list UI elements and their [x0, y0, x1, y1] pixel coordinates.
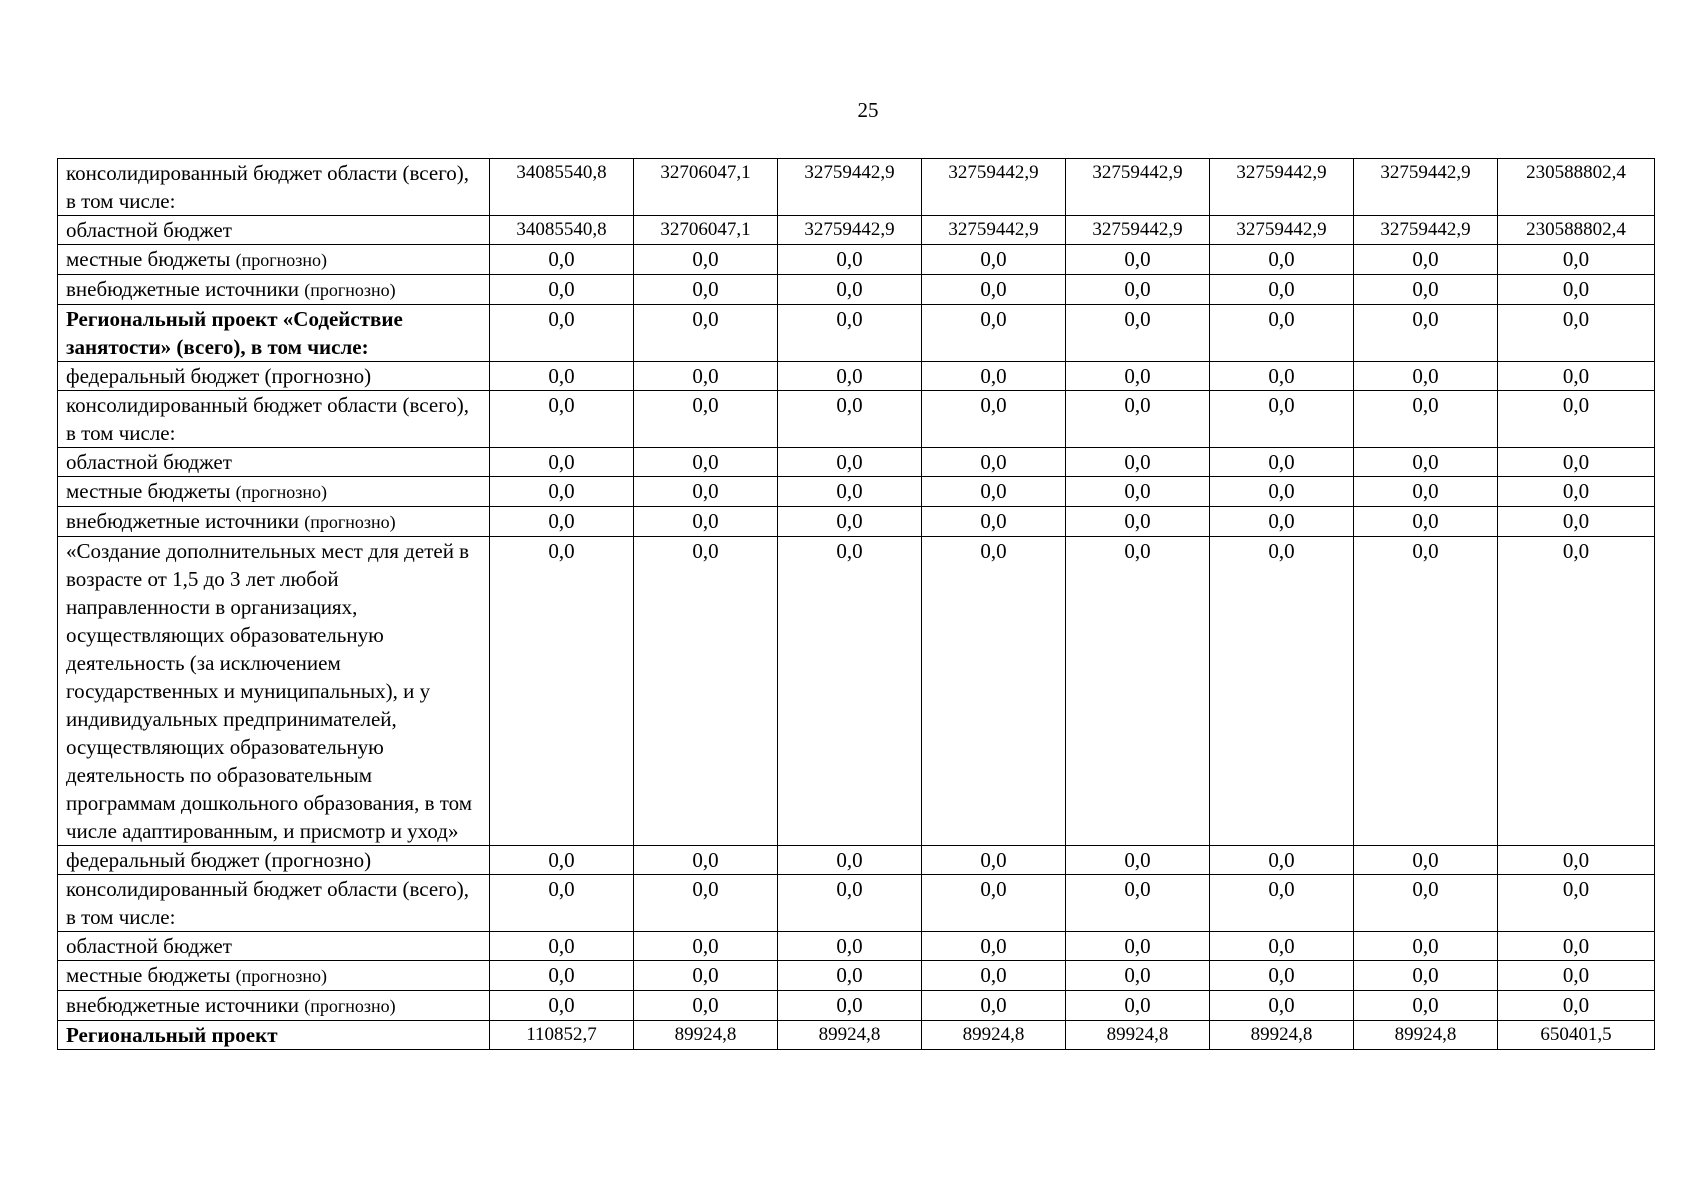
table-row — [58, 448, 1655, 477]
table-row — [58, 362, 1655, 391]
value-cell: 0,0 — [1066, 275, 1210, 305]
row-label — [58, 391, 490, 448]
value-cell: 0,0 — [778, 961, 922, 991]
table-row — [58, 305, 1655, 362]
value-cell: 0,0 — [922, 362, 1066, 391]
value-cell: 89924,8 — [1354, 1021, 1498, 1050]
row-label — [58, 362, 490, 391]
value-cell: 0,0 — [1210, 245, 1354, 275]
value-cell: 0,0 — [778, 245, 922, 275]
value-cell: 32759442,9 — [1354, 216, 1498, 245]
table-row — [58, 875, 1655, 932]
row-label — [58, 961, 490, 991]
table-row — [58, 391, 1655, 448]
value-cell: 0,0 — [1498, 448, 1655, 477]
value-cell: 0,0 — [778, 391, 922, 448]
value-cell: 0,0 — [1210, 448, 1354, 477]
value-cell: 0,0 — [634, 477, 778, 507]
row-label — [58, 448, 490, 477]
value-cell: 32759442,9 — [1354, 159, 1498, 216]
row-label-note: (прогнозно) — [304, 280, 396, 300]
value-cell: 0,0 — [922, 507, 1066, 537]
row-label-text: федеральный бюджет (прогнозно) — [66, 364, 372, 388]
value-cell: 0,0 — [1066, 875, 1210, 932]
value-cell: 89924,8 — [922, 1021, 1066, 1050]
value-cell: 32759442,9 — [922, 159, 1066, 216]
row-label-text: внебюджетные источники — [66, 993, 300, 1017]
value-cell: 0,0 — [634, 305, 778, 362]
row-label — [58, 159, 490, 216]
value-cell: 0,0 — [778, 305, 922, 362]
table-row — [58, 991, 1655, 1021]
value-cell: 0,0 — [1354, 991, 1498, 1021]
row-label — [58, 846, 490, 875]
value-cell: 0,0 — [778, 932, 922, 961]
value-cell: 0,0 — [922, 477, 1066, 507]
value-cell: 0,0 — [1066, 537, 1210, 846]
value-cell: 0,0 — [490, 991, 634, 1021]
value-cell: 0,0 — [490, 391, 634, 448]
table-row — [58, 537, 1655, 846]
value-cell: 0,0 — [1066, 846, 1210, 875]
table-row — [58, 477, 1655, 507]
table-row — [58, 159, 1655, 216]
value-cell: 0,0 — [1210, 932, 1354, 961]
value-cell: 89924,8 — [778, 1021, 922, 1050]
value-cell: 0,0 — [778, 477, 922, 507]
value-cell: 0,0 — [1498, 961, 1655, 991]
value-cell: 0,0 — [1354, 875, 1498, 932]
value-cell: 0,0 — [490, 305, 634, 362]
value-cell: 0,0 — [1210, 391, 1354, 448]
value-cell: 32759442,9 — [1210, 159, 1354, 216]
row-label-text: внебюджетные источники — [66, 277, 300, 301]
table-row — [58, 275, 1655, 305]
value-cell: 0,0 — [922, 537, 1066, 846]
table-row — [58, 507, 1655, 537]
value-cell: 89924,8 — [634, 1021, 778, 1050]
value-cell: 0,0 — [490, 507, 634, 537]
value-cell: 0,0 — [1498, 507, 1655, 537]
value-cell: 0,0 — [490, 875, 634, 932]
value-cell: 0,0 — [1210, 537, 1354, 846]
value-cell: 0,0 — [1210, 991, 1354, 1021]
value-cell: 0,0 — [490, 537, 634, 846]
row-label-text: областной бюджет — [66, 934, 232, 958]
row-label — [58, 305, 490, 362]
value-cell: 0,0 — [634, 846, 778, 875]
value-cell: 0,0 — [1498, 477, 1655, 507]
value-cell: 0,0 — [778, 362, 922, 391]
value-cell: 0,0 — [634, 991, 778, 1021]
value-cell: 0,0 — [490, 961, 634, 991]
value-cell: 0,0 — [1354, 391, 1498, 448]
value-cell: 0,0 — [1354, 448, 1498, 477]
row-label — [58, 537, 490, 846]
value-cell: 110852,7 — [490, 1021, 634, 1050]
row-label-text: областной бюджет — [66, 450, 232, 474]
row-label-note: (прогнозно) — [304, 996, 396, 1016]
row-label-text: Региональный проект «Содействие занятости» (всего), в том числе: — [66, 307, 403, 359]
row-label-text: «Создание дополнительных мест для детей в возрасте от 1,5 до 3 лет любой направленности в организациях, осуществляющих образовательную деятельность (за исключением государственных и муниципальных), и у индивидуальных предпринимателей, осуществляющих образовательную деятельность по образовательным программам дошкольного образования, в том числе адаптированным, и присмотр и уход» — [66, 539, 473, 843]
value-cell: 0,0 — [778, 448, 922, 477]
value-cell: 0,0 — [922, 991, 1066, 1021]
value-cell: 0,0 — [490, 275, 634, 305]
value-cell: 0,0 — [1354, 961, 1498, 991]
value-cell: 0,0 — [634, 961, 778, 991]
row-label-text: консолидированный бюджет области (всего), в том числе: — [66, 393, 470, 445]
value-cell: 0,0 — [634, 275, 778, 305]
value-cell: 230588802,4 — [1498, 159, 1655, 216]
value-cell: 0,0 — [634, 448, 778, 477]
value-cell: 0,0 — [922, 875, 1066, 932]
value-cell: 0,0 — [922, 846, 1066, 875]
value-cell: 32759442,9 — [1210, 216, 1354, 245]
value-cell: 0,0 — [490, 846, 634, 875]
value-cell: 0,0 — [1354, 275, 1498, 305]
value-cell: 0,0 — [634, 362, 778, 391]
value-cell: 0,0 — [1210, 875, 1354, 932]
value-cell: 32759442,9 — [1066, 159, 1210, 216]
value-cell: 0,0 — [1498, 932, 1655, 961]
value-cell: 0,0 — [1066, 362, 1210, 391]
value-cell: 0,0 — [1354, 245, 1498, 275]
value-cell: 0,0 — [1498, 846, 1655, 875]
value-cell: 0,0 — [922, 391, 1066, 448]
value-cell: 32759442,9 — [1066, 216, 1210, 245]
value-cell: 34085540,8 — [490, 216, 634, 245]
value-cell: 0,0 — [634, 875, 778, 932]
value-cell: 0,0 — [922, 448, 1066, 477]
value-cell: 0,0 — [1354, 932, 1498, 961]
value-cell: 0,0 — [922, 961, 1066, 991]
value-cell: 0,0 — [634, 537, 778, 846]
value-cell: 0,0 — [1498, 537, 1655, 846]
value-cell: 0,0 — [778, 537, 922, 846]
value-cell: 0,0 — [778, 507, 922, 537]
value-cell: 0,0 — [1498, 991, 1655, 1021]
row-label-text: областной бюджет — [66, 218, 232, 242]
budget-table — [57, 158, 1655, 1050]
value-cell: 0,0 — [922, 932, 1066, 961]
row-label-note: (прогнозно) — [304, 512, 396, 532]
value-cell: 0,0 — [1066, 245, 1210, 275]
value-cell: 0,0 — [1210, 362, 1354, 391]
value-cell: 650401,5 — [1498, 1021, 1655, 1050]
value-cell: 0,0 — [490, 448, 634, 477]
row-label — [58, 991, 490, 1021]
value-cell: 0,0 — [1354, 846, 1498, 875]
value-cell: 0,0 — [634, 507, 778, 537]
value-cell: 0,0 — [1498, 275, 1655, 305]
value-cell: 230588802,4 — [1498, 216, 1655, 245]
row-label — [58, 216, 490, 245]
table-row — [58, 932, 1655, 961]
value-cell: 0,0 — [634, 391, 778, 448]
value-cell: 0,0 — [1066, 477, 1210, 507]
value-cell: 32759442,9 — [778, 159, 922, 216]
row-label-text: консолидированный бюджет области (всего), в том числе: — [66, 877, 470, 929]
value-cell: 0,0 — [490, 362, 634, 391]
row-label-note: (прогнозно) — [235, 966, 328, 986]
row-label-text: местные бюджеты — [66, 479, 231, 503]
value-cell: 32759442,9 — [922, 216, 1066, 245]
table-row — [58, 216, 1655, 245]
value-cell: 32706047,1 — [634, 159, 778, 216]
value-cell: 0,0 — [778, 991, 922, 1021]
value-cell: 0,0 — [922, 305, 1066, 362]
value-cell: 0,0 — [922, 275, 1066, 305]
row-label — [58, 275, 490, 305]
value-cell: 0,0 — [1498, 391, 1655, 448]
row-label-note: (прогнозно) — [235, 482, 328, 502]
table-row — [58, 961, 1655, 991]
row-label — [58, 875, 490, 932]
value-cell: 0,0 — [1066, 448, 1210, 477]
value-cell: 0,0 — [490, 245, 634, 275]
value-cell: 0,0 — [634, 932, 778, 961]
value-cell: 0,0 — [490, 932, 634, 961]
page-number: 25 — [857, 98, 879, 122]
row-label — [58, 507, 490, 537]
value-cell: 0,0 — [1498, 245, 1655, 275]
value-cell: 0,0 — [1498, 362, 1655, 391]
value-cell: 0,0 — [1066, 305, 1210, 362]
value-cell: 0,0 — [1210, 305, 1354, 362]
value-cell: 0,0 — [1210, 477, 1354, 507]
value-cell: 0,0 — [1354, 507, 1498, 537]
value-cell: 0,0 — [490, 477, 634, 507]
value-cell: 0,0 — [634, 245, 778, 275]
value-cell: 0,0 — [778, 846, 922, 875]
value-cell: 0,0 — [778, 875, 922, 932]
value-cell: 0,0 — [1066, 961, 1210, 991]
row-label — [58, 932, 490, 961]
value-cell: 0,0 — [1210, 275, 1354, 305]
value-cell: 0,0 — [1354, 477, 1498, 507]
row-label — [58, 477, 490, 507]
value-cell: 0,0 — [1498, 875, 1655, 932]
row-label-text: федеральный бюджет (прогнозно) — [66, 848, 372, 872]
row-label-text: местные бюджеты — [66, 247, 231, 271]
value-cell: 32706047,1 — [634, 216, 778, 245]
row-label-text: Региональный проект — [66, 1023, 278, 1047]
row-label — [58, 245, 490, 275]
value-cell: 0,0 — [1066, 507, 1210, 537]
table-row — [58, 245, 1655, 275]
value-cell: 32759442,9 — [778, 216, 922, 245]
row-label-text: внебюджетные источники — [66, 509, 300, 533]
value-cell: 89924,8 — [1066, 1021, 1210, 1050]
value-cell: 0,0 — [1354, 362, 1498, 391]
value-cell: 34085540,8 — [490, 159, 634, 216]
value-cell: 0,0 — [778, 275, 922, 305]
table-row — [58, 1021, 1655, 1050]
table-row — [58, 846, 1655, 875]
value-cell: 0,0 — [1066, 991, 1210, 1021]
value-cell: 0,0 — [1066, 932, 1210, 961]
value-cell: 0,0 — [1354, 305, 1498, 362]
value-cell: 0,0 — [1354, 537, 1498, 846]
row-label-note: (прогнозно) — [235, 250, 328, 270]
row-label-text: консолидированный бюджет области (всего), в том числе: — [66, 161, 470, 213]
row-label-text: местные бюджеты — [66, 963, 231, 987]
value-cell: 0,0 — [1210, 507, 1354, 537]
value-cell: 0,0 — [1210, 961, 1354, 991]
value-cell: 0,0 — [1066, 391, 1210, 448]
value-cell: 0,0 — [1498, 305, 1655, 362]
value-cell: 0,0 — [922, 245, 1066, 275]
row-label — [58, 1021, 490, 1050]
value-cell: 89924,8 — [1210, 1021, 1354, 1050]
value-cell: 0,0 — [1210, 846, 1354, 875]
